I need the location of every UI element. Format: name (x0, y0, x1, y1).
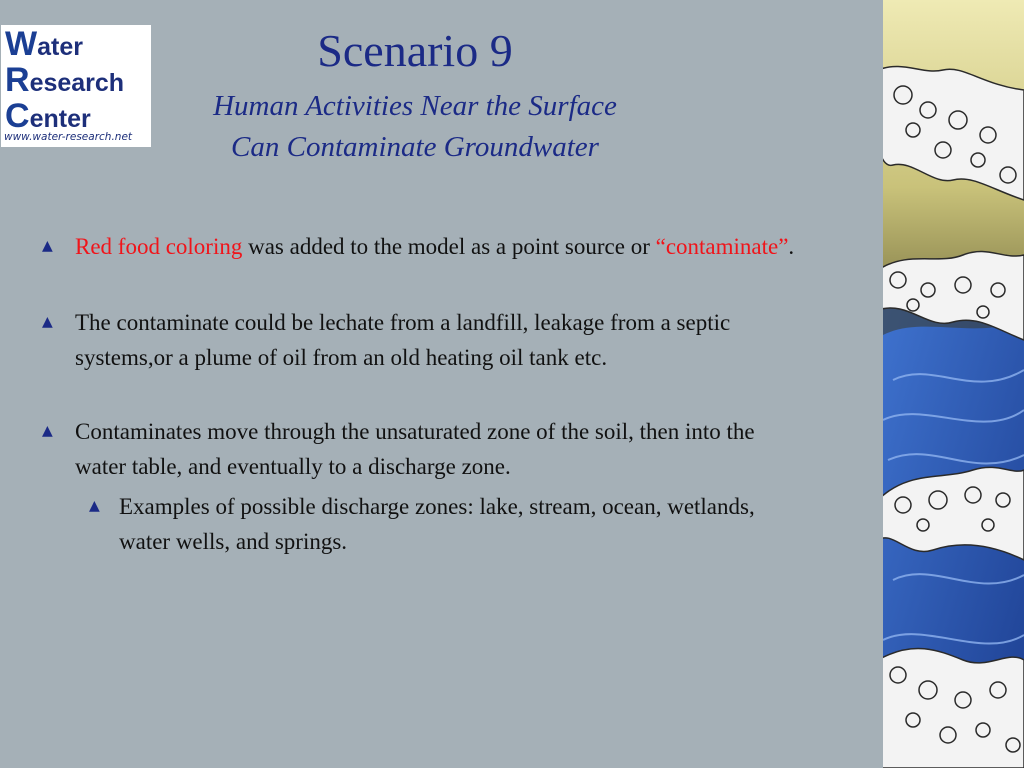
slide-subtitle-line-2: Can Contaminate Groundwater (231, 131, 599, 163)
triangle-bullet-icon: ▲ (42, 314, 53, 330)
logo-line-center: Center (5, 97, 91, 135)
logo-line-research: Research (5, 61, 125, 99)
bullet-text: was added to the model as a point source or (242, 234, 656, 259)
slide-subtitle-line-1: Human Activities Near the Surface (213, 90, 617, 122)
triangle-bullet-icon: ▲ (89, 498, 100, 514)
bullet-item-contaminate-sources (42, 305, 805, 375)
bullet-item-food-coloring (42, 229, 805, 264)
highlight-contaminate: “contaminate” (655, 234, 789, 259)
slide-title: Scenario 9 (317, 25, 513, 76)
bullet-text-end: . (788, 234, 795, 259)
wave-decoration-icon (883, 0, 1024, 768)
triangle-bullet-icon: ▲ (42, 238, 53, 254)
bullet-item-contaminant-movement (42, 414, 805, 484)
logo-line-water: Water (5, 25, 83, 63)
logo-url: www.water-research.net (4, 131, 133, 143)
sub-bullet-item-discharge-zones (89, 489, 809, 559)
triangle-bullet-icon: ▲ (42, 423, 53, 439)
bullet-text: Contaminates move through the unsaturated zone of the soil, then into the water table, and eventually to a discharge zone. (75, 419, 755, 479)
highlight-red-food-coloring: Red food coloring (75, 234, 243, 259)
bullet-text: The contaminate could be lechate from a landfill, leakage from a septic systems,or a plume of oil from an old heating oil tank etc. (75, 310, 731, 370)
bullet-text: Examples of possible discharge zones: lake, stream, ocean, wetlands, water wells, and springs. (119, 494, 755, 554)
